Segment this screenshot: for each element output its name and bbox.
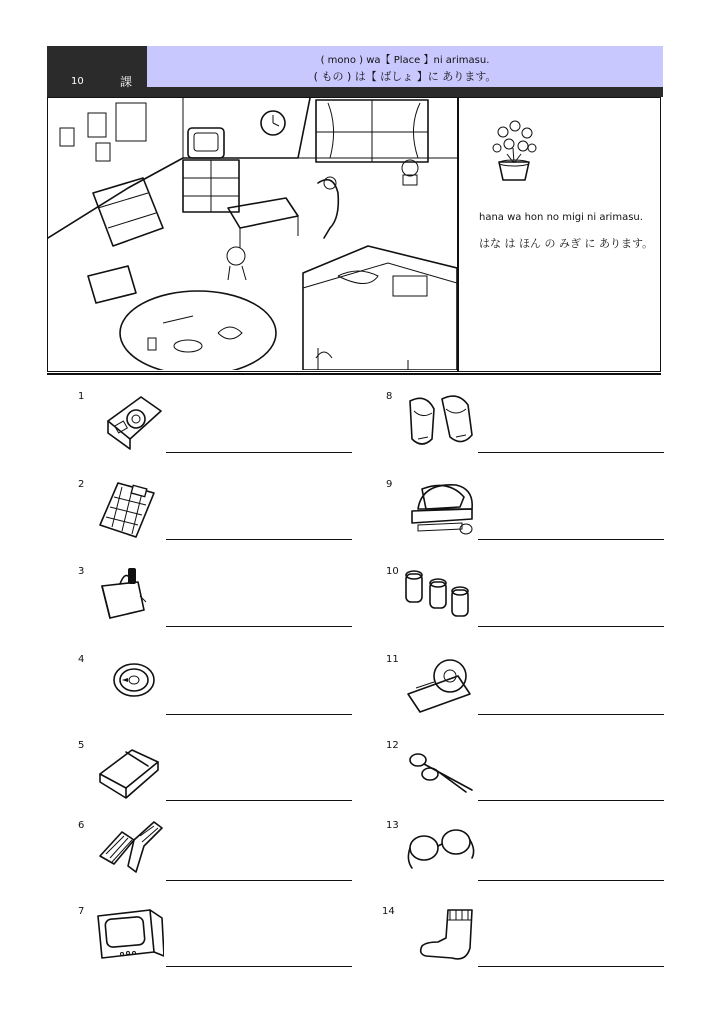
item-number: 12 <box>386 740 399 751</box>
television-icon <box>92 906 164 970</box>
tissue-box-icon <box>92 566 164 630</box>
answer-line[interactable] <box>166 452 352 453</box>
exercise-item <box>386 566 686 646</box>
calculator-icon <box>92 479 164 543</box>
item-number: 14 <box>382 906 395 917</box>
exercise-item <box>386 391 686 471</box>
answer-line[interactable] <box>166 800 352 801</box>
answer-line[interactable] <box>166 626 352 627</box>
item-number: 2 <box>78 479 85 490</box>
item-number: 4 <box>78 654 85 665</box>
exercise-item <box>78 740 378 820</box>
necktie-icon <box>92 820 164 884</box>
answer-line[interactable] <box>478 452 664 453</box>
item-number: 9 <box>386 479 393 490</box>
exercise-item <box>78 654 378 734</box>
exercise-item <box>78 566 378 646</box>
lesson-kanji: 課 <box>120 75 133 89</box>
exercise-item <box>386 479 686 559</box>
answer-line[interactable] <box>166 966 352 967</box>
header-bar <box>147 87 663 97</box>
exercise-item <box>78 906 378 986</box>
exercise-item <box>78 820 378 900</box>
answer-line[interactable] <box>166 880 352 881</box>
pattern-banner <box>147 46 663 87</box>
example-box <box>459 98 660 371</box>
pattern-japanese: ( もの ) は【 ばしょ 】に あります。 <box>313 70 497 83</box>
exercise-item <box>386 654 686 734</box>
exercise-item <box>386 820 686 900</box>
picture-panel <box>47 97 661 372</box>
item-number: 5 <box>78 740 85 751</box>
item-number: 11 <box>386 654 399 665</box>
glasses-icon <box>400 820 472 884</box>
item-number: 3 <box>78 566 85 577</box>
answer-line[interactable] <box>478 966 664 967</box>
tape-dispenser-icon <box>400 654 472 718</box>
lesson-number: 10 <box>71 76 84 87</box>
item-number: 10 <box>386 566 399 577</box>
pattern-romaji: ( mono ) wa【 Place 】ni arimasu. <box>320 55 490 66</box>
item-number: 6 <box>78 820 85 831</box>
rice-cooker-icon <box>400 479 472 543</box>
example-japanese: はな は ほん の みぎ に あります。 <box>479 237 654 250</box>
bread-loaf-icon <box>92 740 164 804</box>
room-scene-illustration <box>48 98 457 370</box>
exercise-item <box>78 391 378 471</box>
answer-line[interactable] <box>166 539 352 540</box>
sock-icon <box>396 906 468 970</box>
scissors-icon <box>400 740 472 804</box>
cd-icon <box>92 654 164 718</box>
answer-line[interactable] <box>478 714 664 715</box>
item-number: 7 <box>78 906 85 917</box>
film-canisters-icon <box>400 566 472 630</box>
answer-line[interactable] <box>166 714 352 715</box>
item-number: 8 <box>386 391 393 402</box>
example-romaji: hana wa hon no migi ni arimasu. <box>479 212 643 223</box>
camera-icon <box>92 391 164 455</box>
lesson-label <box>47 46 147 97</box>
answer-line[interactable] <box>478 800 664 801</box>
exercise-item <box>78 479 378 559</box>
slippers-icon <box>400 391 472 455</box>
exercise-item <box>382 906 682 986</box>
panel-bottom-rule <box>47 373 661 375</box>
answer-line[interactable] <box>478 626 664 627</box>
exercise-item <box>386 740 686 820</box>
item-number: 1 <box>78 391 85 402</box>
item-number: 13 <box>386 820 399 831</box>
answer-line[interactable] <box>478 539 664 540</box>
answer-line[interactable] <box>478 880 664 881</box>
flower-pot-icon <box>487 118 541 188</box>
